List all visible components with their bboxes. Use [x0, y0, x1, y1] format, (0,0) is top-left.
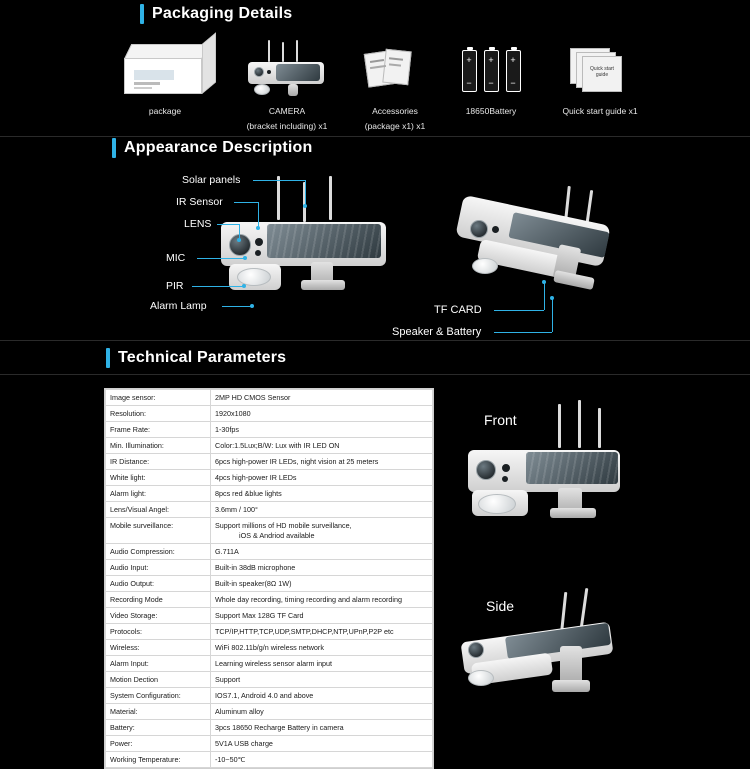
appearance-diagram [0, 158, 750, 338]
spec-table-container [104, 388, 434, 769]
spec-value: 5V1A USB charge [211, 736, 433, 752]
table-row [106, 422, 433, 438]
technical-title: Technical Parameters [118, 349, 287, 366]
table-row [106, 608, 433, 624]
table-row [106, 640, 433, 656]
packaging-caption: package [148, 106, 182, 116]
spec-table [105, 389, 433, 768]
camera-front-view-drawing [450, 400, 670, 560]
spec-value: Color:1.5Lux;B/W: Lux with IR LED ON [211, 438, 433, 454]
packaging-item-battery [452, 40, 530, 117]
spec-key: Frame Rate: [106, 422, 211, 438]
packaging-items-row [0, 32, 750, 131]
guide-cover-text: Quick start guide [590, 66, 614, 78]
spec-key: Power: [106, 736, 211, 752]
spec-value: 3pcs 18650 Recharge Battery in camera [211, 720, 433, 736]
appearance-label-pir: PIR [166, 280, 184, 292]
spec-key: IR Distance: [106, 454, 211, 470]
spec-key: Wireless: [106, 640, 211, 656]
spec-value: Built-in speaker(8Ω 1W) [211, 576, 433, 592]
table-row [106, 544, 433, 560]
packaging-item-package [118, 40, 212, 117]
spec-key: Protocols: [106, 624, 211, 640]
table-row [106, 752, 433, 768]
packaging-item-guide [552, 40, 648, 117]
spec-value: Built-in 38dB microphone [211, 560, 433, 576]
spec-value: 8pcs red &blue lights [211, 486, 433, 502]
spec-value: Support [211, 672, 433, 688]
technical-heading [106, 348, 286, 368]
spec-value: 6pcs high-power IR LEDs, night vision at 25 meters [211, 454, 433, 470]
spec-value: Support Max 128G TF Card [211, 608, 433, 624]
accent-bar [140, 4, 144, 24]
table-row [106, 454, 433, 470]
appearance-title: Appearance Description [124, 139, 313, 156]
front-view-label: Front [484, 412, 517, 428]
appearance-label-mic: MIC [166, 252, 186, 264]
table-row [106, 736, 433, 752]
table-row [106, 656, 433, 672]
table-row [106, 470, 433, 486]
spec-key: Audio Compression: [106, 544, 211, 560]
spec-value: 3.6mm / 100° [211, 502, 433, 518]
spec-value: Learning wireless sensor alarm input [211, 656, 433, 672]
spec-value: 2MP HD CMOS Sensor [211, 390, 433, 406]
spec-key: Mobile surveillance: [106, 518, 211, 544]
spec-key: Alarm Input: [106, 656, 211, 672]
table-row [106, 518, 433, 544]
spec-value: TCP/IP,HTTP,TCP,UDP,SMTP,DHCP,NTP,UPnP,P2P etc [211, 624, 433, 640]
spec-key: System Configuration: [106, 688, 211, 704]
spec-key: Working Temperature: [106, 752, 211, 768]
spec-key: Audio Output: [106, 576, 211, 592]
camera-front-left-drawing [215, 176, 415, 326]
packaging-caption-secondary: (package x1) x1 [364, 121, 426, 131]
spec-key: Video Storage: [106, 608, 211, 624]
table-row [106, 688, 433, 704]
spec-value: WiFi 802.11b/g/n wireless network [211, 640, 433, 656]
table-row [106, 672, 433, 688]
table-row [106, 486, 433, 502]
spec-key: Min. Illumination: [106, 438, 211, 454]
spec-key: Material: [106, 704, 211, 720]
spec-value: -10~50℃ [211, 752, 433, 768]
spec-key: Motion Dection [106, 672, 211, 688]
table-row [106, 576, 433, 592]
spec-key: Recording Mode [106, 592, 211, 608]
accessories-drawing [356, 40, 434, 102]
packaging-caption-secondary: (bracket including) x1 [246, 121, 328, 131]
spec-value: G.711A [211, 544, 433, 560]
spec-value: 1920x1080 [211, 406, 433, 422]
table-row [106, 406, 433, 422]
accent-bar [112, 138, 116, 158]
spec-key: Alarm light: [106, 486, 211, 502]
battery-cell: + − [462, 50, 477, 92]
table-row [106, 390, 433, 406]
camera-side-view-drawing [450, 588, 670, 738]
spec-key: Audio Input: [106, 560, 211, 576]
spec-value-line1: Support millions of HD mobile surveillance, [215, 520, 352, 530]
packaging-caption: CAMERA [268, 106, 306, 116]
spec-key: Lens/Visual Angel: [106, 502, 211, 518]
appearance-label-alarm-lamp: Alarm Lamp [150, 300, 207, 312]
appearance-label-lens: LENS [184, 218, 212, 230]
spec-value [211, 518, 433, 544]
guide-drawing [552, 40, 648, 102]
appearance-label-solar-panels: Solar panels [182, 174, 241, 186]
spec-key: White light: [106, 470, 211, 486]
camera-drawing [232, 40, 342, 102]
appearance-label-tf-card: TF CARD [434, 304, 482, 316]
packaging-item-accessories [356, 40, 434, 132]
table-row [106, 560, 433, 576]
accent-bar [106, 348, 110, 368]
packaging-details-title: Packaging Details [152, 5, 293, 22]
appearance-label-ir-sensor: IR Sensor [176, 196, 223, 208]
divider [0, 136, 750, 137]
spec-value: Whole day recording, timing recording and alarm recording [211, 592, 433, 608]
spec-value: IOS7.1, Android 4.0 and above [211, 688, 433, 704]
table-row [106, 592, 433, 608]
table-row [106, 502, 433, 518]
packaging-item-camera [232, 40, 342, 132]
spec-key: Battery: [106, 720, 211, 736]
packaging-caption: 18650Battery [465, 106, 517, 116]
packaging-details-heading [140, 4, 292, 24]
divider [0, 340, 750, 341]
battery-drawing [452, 40, 530, 102]
table-row [106, 624, 433, 640]
appearance-heading [112, 138, 312, 158]
side-view-label: Side [486, 598, 515, 614]
packaging-caption: Quick start guide x1 [562, 106, 638, 116]
table-row [106, 720, 433, 736]
spec-value: Aluminum alloy [211, 704, 433, 720]
packaging-caption: Accessories [372, 106, 418, 116]
table-row [106, 438, 433, 454]
table-row [106, 704, 433, 720]
battery-cell: + − [484, 50, 499, 92]
spec-key: Resolution: [106, 406, 211, 422]
spec-value-line2: iOS & Andriod available [239, 530, 315, 540]
spec-value: 1-30fps [211, 422, 433, 438]
spec-key: Image sensor: [106, 390, 211, 406]
battery-cell: + − [506, 50, 521, 92]
appearance-label-speaker-battery: Speaker & Battery [392, 326, 482, 338]
divider [0, 374, 750, 375]
spec-table-body [106, 390, 433, 768]
spec-value: 4pcs high-power IR LEDs [211, 470, 433, 486]
package-box-drawing [118, 40, 212, 102]
